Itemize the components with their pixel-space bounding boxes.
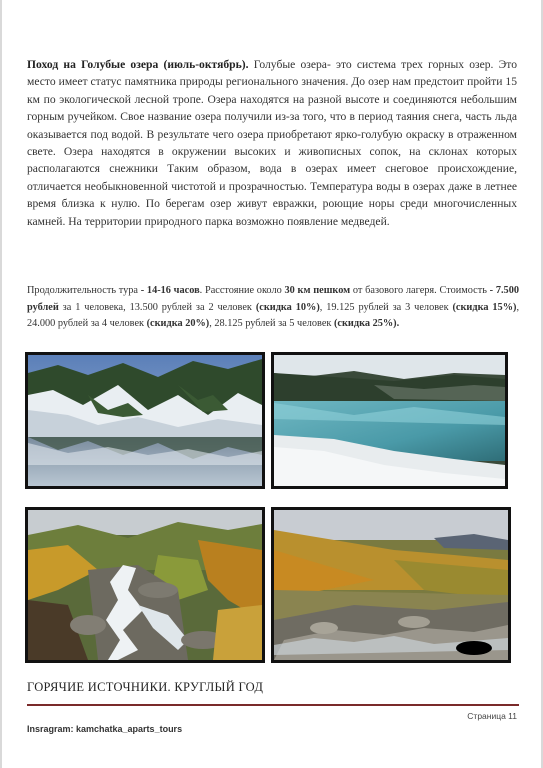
price-5: , 28.125 рублей за 5 человек <box>209 318 334 330</box>
discount-10: (скидка 10%) <box>255 301 320 313</box>
distance-tail: от базового лагеря. Стоимость <box>350 285 490 296</box>
price-value: - 7.500 рублей <box>27 285 520 313</box>
instagram-handle: Insragram: kamchatka_aparts_tours <box>27 724 183 734</box>
discount-15: (скидка 15%) <box>452 301 517 313</box>
section-heading-hot-springs: ГОРЯЧИЕ ИСТОЧНИКИ. КРУГЛЫЙ ГОД <box>27 680 264 694</box>
price-1-tail: за 1 человека, 13.500 рублей за 2 человек <box>58 301 256 313</box>
distance-value: 30 км пешком <box>284 285 351 296</box>
price-4: , 24.000 рублей за 4 человек <box>27 301 520 330</box>
blue-lakes-text: Голубые озера- это система трех горных озер. Это место имеет статус памятника природы регионального значения. До озер нам предстоит пройти 15 км по экологической лесной тропе. Озера находятся на разной высоте и соединяются небольшим горным ручейком. Свое название озера получили из-за того, что в период таяния снега, часть льда оказывается под водой. В результате чего озера приобретают ярко-голубую окраску в отраженном свете. Озера находятся в окружении высоких и живописных сопок, на склонах которых располагаются снежники Таким образом, вода в озерах имеет снеговое происхождение, отличается необыкновенной чистотой и прозрачностью. Температура воды в озерах даже в летнее время близка к нулю. По берегам озер живут евражки, роющие норы среди многочисленных камней. На территории природного парка возможно появление медведей. <box>27 58 517 228</box>
distance-label: . Расстояние около <box>199 285 285 296</box>
blue-lakes-title: Поход на Голубые озера (июль-октябрь). <box>27 58 249 71</box>
duration-value: - 14-16 часов <box>140 285 200 296</box>
footer-divider <box>27 704 519 706</box>
discount-25: (скидка 25%). <box>334 318 400 330</box>
photo-mountain-stream-autumn <box>25 507 265 663</box>
price-3: , 19.125 рублей за 3 человек <box>319 301 453 313</box>
discount-20: (скидка 20%) <box>146 318 210 330</box>
photo-mountain-lake-reflection <box>25 352 265 489</box>
tour-info <box>27 283 519 333</box>
duration-label: Продолжительность тура <box>27 285 141 296</box>
photo-autumn-valley <box>271 507 511 663</box>
photo-turquoise-lake-ice <box>271 352 508 489</box>
page-number: Страница 11 <box>467 711 517 721</box>
blue-lakes-description <box>27 56 517 230</box>
